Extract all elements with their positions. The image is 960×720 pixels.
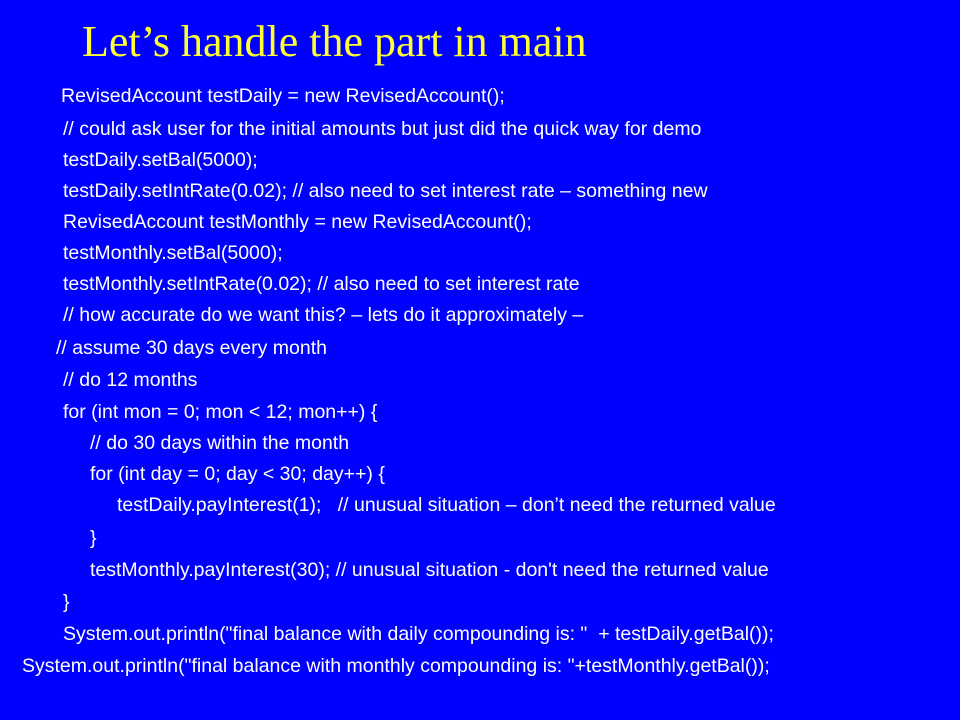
code-line: }	[63, 591, 70, 613]
code-line: testDaily.payInterest(1); // unusual situation – don’t need the returned value	[117, 494, 776, 516]
code-line: for (int day = 0; day < 30; day++) {	[90, 463, 385, 485]
code-line: // assume 30 days every month	[56, 337, 327, 359]
code-line: RevisedAccount testMonthly = new RevisedAccount();	[63, 211, 532, 233]
code-line: // how accurate do we want this? – lets do it approximately –	[63, 304, 584, 326]
code-line: testMonthly.setBal(5000);	[63, 242, 283, 264]
code-line: // do 30 days within the month	[90, 432, 350, 454]
code-line: testMonthly.payInterest(30); // unusual situation - don't need the returned value	[90, 559, 769, 581]
code-line: System.out.println("final balance with daily compounding is: " + testDaily.getBal());	[63, 623, 774, 645]
code-line: // do 12 months	[63, 369, 198, 391]
code-line: testMonthly.setIntRate(0.02); // also need to set interest rate	[63, 273, 580, 295]
code-line: RevisedAccount testDaily = new RevisedAccount();	[61, 85, 505, 107]
slide-title: Let’s handle the part in main	[82, 17, 587, 66]
code-line: System.out.println("final balance with monthly compounding is: "+testMonthly.getBal());	[22, 655, 770, 677]
code-line: }	[90, 527, 97, 549]
code-line: testDaily.setBal(5000);	[63, 149, 258, 171]
code-line: // could ask user for the initial amounts but just did the quick way for demo	[63, 118, 702, 140]
code-line: for (int mon = 0; mon < 12; mon++) {	[63, 401, 378, 423]
code-line: testDaily.setIntRate(0.02); // also need to set interest rate – something new	[63, 180, 708, 202]
